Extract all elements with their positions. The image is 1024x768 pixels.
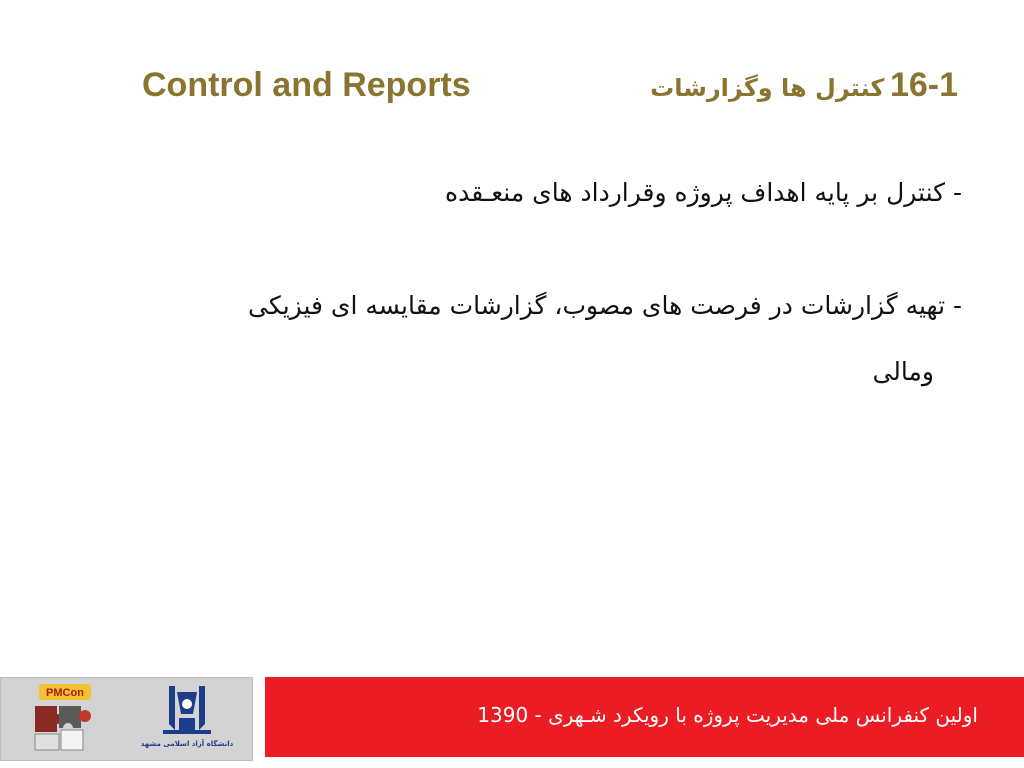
university-caption: دانشگاه آزاد اسلامی مشهد [140, 740, 234, 748]
title-persian [650, 66, 958, 105]
footer-band [265, 677, 1024, 757]
bullet-continuation: ومالی [872, 357, 934, 386]
bullet-item: - تهیه گزارشات در فرصت های مصوب، گزارشات مقایسه ای فیزیکی [248, 291, 962, 320]
university-logo [137, 682, 237, 754]
footer [0, 677, 1024, 768]
title-persian-text: کنترل ها وگزارشات [650, 74, 885, 102]
section-number: 16-1 [889, 66, 958, 104]
title-row [0, 66, 1024, 116]
title-english: Control and Reports [142, 66, 471, 104]
slide-body [12, 170, 962, 392]
pmcon-logo [25, 682, 101, 754]
logo-panel [0, 677, 253, 761]
university-emblem-icon [137, 682, 237, 740]
bullet-item: - کنترل بر پایه اهداف پروژه وقرارداد های منعـقده [445, 178, 962, 207]
pmcon-logo-text: PMCon [46, 687, 84, 699]
conference-name: اولین کنفرانس ملی مدیریت پروژه با رویکرد شـهری - 1390 [477, 703, 978, 727]
